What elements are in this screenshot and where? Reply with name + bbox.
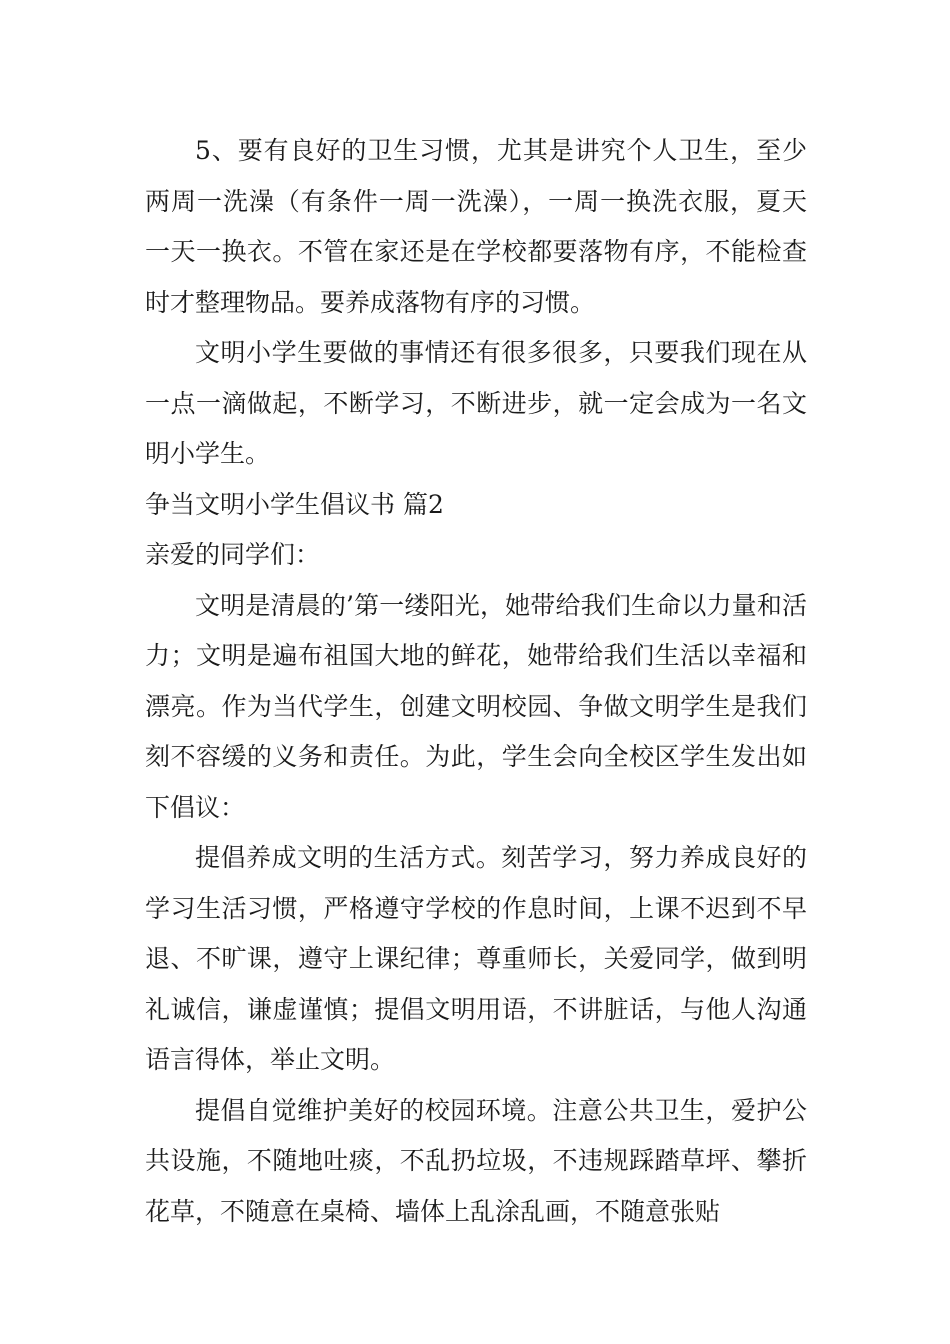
paragraph-conclusion: 文明小学生要做的事情还有很多很多，只要我们现在从一点一滴做起，不断学习，不断进步，就一定会成为一名文明小学生。 — [145, 338, 807, 468]
section-title: 争当文明小学生倡议书 篇2 — [145, 489, 444, 519]
paragraph-environment: 提倡自觉维护美好的校园环境。注意公共卫生，爱护公共设施，不随地吐痰，不乱扔垃圾，不违规踩踏草坪、攀折花草，不随意在桌椅、墙体上乱涂乱画，不随意张贴 — [145, 1095, 807, 1226]
document-page — [145, 126, 807, 1237]
paragraph-intro: 文明是清晨的’第一缕阳光，她带给我们生命以力量和活力；文明是遍布祖国大地的鲜花，她带给我们生活以幸福和漂亮。作为当代学生，创建文明校园、争做文明学生是我们刻不容缓的义务和责任。为此，学生会向全校区学生发出如下倡议： — [145, 590, 807, 822]
paragraph-lifestyle: 提倡养成文明的生活方式。刻苦学习，努力养成良好的学习生活习惯，严格遵守学校的作息时间，上课不迟到不早退、不旷课，遵守上课纪律；尊重师长，关爱同学，做到明礼诚信，谦虚谨慎；提倡文明用语，不讲脏话，与他人沟通语言得体，举止文明。 — [145, 843, 807, 1074]
salutation: 亲爱的同学们： — [145, 540, 321, 569]
paragraph-hygiene: 5、要有良好的卫生习惯，尤其是讲究个人卫生，至少两周一洗澡（有条件一周一洗澡），一周一换洗衣服，夏天一天一换衣。不管在家还是在学校都要落物有序，不能检查时才整理物品。要养成落物有序的习惯。 — [145, 136, 807, 317]
